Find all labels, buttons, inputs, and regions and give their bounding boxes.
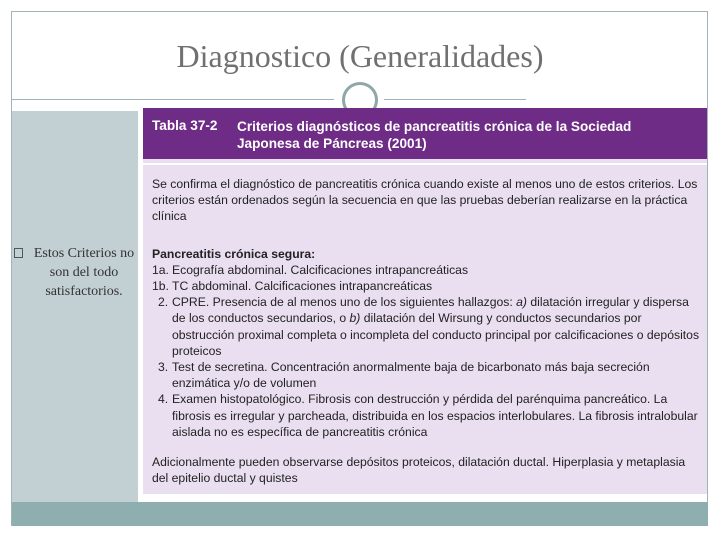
criterion-item [152,278,700,294]
criterion-text: Ecografía abdominal. Calcificaciones intrapancreáticas [172,262,469,277]
table-intro: Se confirma el diagnóstico de pancreatitis crónica cuando existe al menos uno de estos criterios. Los criterios están ordenados según la secuencia en que las pruebas deberían realizarse en la práctica clínica [152,177,698,224]
criterion-text: CPRE. Presencia de al menos uno de los siguientes hallazgos: [172,295,517,310]
criterion-item [152,294,700,359]
bullet-box-icon [14,248,23,258]
table-number: Tabla 37-2 [152,118,218,133]
criterion-number: 3. [158,360,169,375]
criterion-number: 1a. [152,262,169,277]
criterion-number: 4. [158,392,169,407]
bottom-bar [12,502,708,526]
table-footer-note: Adicionalmente pueden observarse depósitos proteicos, dilatación ductal. Hiperplasia y metaplasia del epitelio ductal y quistes [152,455,686,486]
criterion-text: dilatación del Wirsung y conductos secundarios por obstrucción proximal completa o incompleta del conducto principal por calcificaciones o depósitos proteicos [172,311,700,358]
criterion-text: TC abdominal. Calcificaciones intrapancreáticas [172,279,433,294]
bullet-text: Estos Criterios no son del todo satisfactorios. [33,246,135,299]
bullet-point [14,244,136,301]
criterion-text: dilatación irregular y dispersa de los conductos secundarios, o [172,295,689,326]
title-divider-right [384,99,526,100]
criterion-marker-a: a) [516,295,527,310]
criterion-text: Test de secretina. Concentración anormalmente baja de bicarbonato más baja secreción enzimática y/o de volumen [172,360,650,391]
criterion-number: 1b. [152,279,169,294]
criterion-marker-b: b) [349,311,361,326]
criterion-item [152,391,700,440]
table-title: Criterios diagnósticos de pancreatitis crónica de la Sociedad Japonesa de Páncreas (2001) [237,119,632,151]
criteria-subtitle: Pancreatitis crónica segura: [152,246,316,261]
criterion-text: Examen histopatológico. Fibrosis con destrucción y pérdida del parénquima pancreático. La fibrosis es irregular y parcheada, distribuida en los espacios interlobulares. La fibrosis intralobular aislada no es específica de pancreatitis crónica [172,392,698,439]
title-divider-left [12,99,334,100]
criterion-item [152,262,700,278]
slide-title: Diagnostico (Generalidades) [176,38,544,74]
criterion-item [152,359,700,391]
table-body [152,176,700,486]
header-separator [143,163,707,165]
criteria-table [143,108,707,494]
sidebar-panel [12,111,138,502]
table-header [143,108,707,159]
criterion-number: 2. [158,295,169,310]
